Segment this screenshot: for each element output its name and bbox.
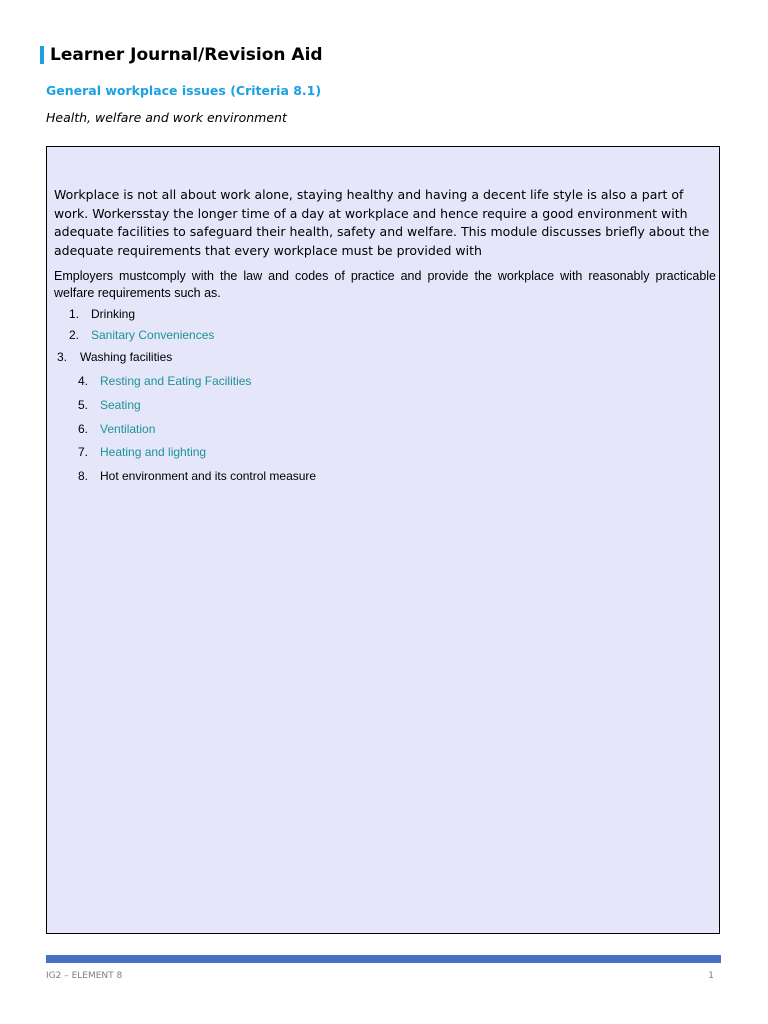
intro-paragraph: Workplace is not all about work alone, staying healthy and having a decent life style is also a part of work. Workersstay the longer time of a day at workplace and hence require a good environment with adequate facilities to safeguard their health, safety and welfare. This module discusses briefly about the adequate requirements that every workplace must be provided with (54, 187, 710, 258)
requirement-label: Seating (100, 398, 141, 412)
requirement-item-hot-environment (47, 468, 447, 484)
requirement-number: 4. (78, 374, 89, 388)
requirement-label: Sanitary Conveniences (91, 328, 215, 342)
requirement-number: 2. (69, 328, 80, 342)
employer-paragraph: Employers mustcomply with the law and codes of practice and provide the workplace with reasonably practicable welfare requirements such as. (54, 269, 716, 300)
requirement-number: 8. (78, 469, 89, 483)
requirement-number: 6. (78, 422, 89, 436)
requirement-item-ventilation (47, 421, 347, 437)
section-subheading: Health, welfare and work environment (46, 110, 287, 125)
requirement-item-sanitary-conveniences (47, 327, 347, 343)
document-title-block (40, 44, 323, 66)
journal-text-box[interactable] (46, 146, 720, 934)
requirement-label: Hot environment and its control measure (100, 469, 317, 483)
requirement-label: Resting and Eating Facilities (100, 374, 252, 388)
requirement-number: 3. (57, 350, 68, 364)
requirement-number: 5. (78, 398, 89, 412)
footer-element-label: IG2 – ELEMENT 8 (46, 971, 123, 981)
footer-divider (46, 955, 721, 963)
requirement-label: Drinking (91, 307, 136, 321)
requirement-label: Washing facilities (80, 350, 173, 364)
requirement-label: Ventilation (100, 422, 156, 436)
requirement-item-washing-facilities (47, 349, 347, 365)
requirement-item-resting-eating (47, 373, 387, 389)
requirement-item-heating-lighting (47, 444, 347, 460)
requirement-item-seating (47, 397, 347, 413)
requirement-number: 7. (78, 445, 89, 459)
title-accent-bar (40, 46, 44, 64)
requirement-item-drinking (47, 306, 347, 322)
requirement-number: 1. (69, 307, 80, 321)
footer-page-number: 1 (708, 971, 714, 981)
document-title: Learner Journal/Revision Aid (50, 45, 323, 65)
section-heading: General workplace issues (Criteria 8.1) (46, 83, 322, 98)
requirement-label: Heating and lighting (100, 445, 207, 459)
